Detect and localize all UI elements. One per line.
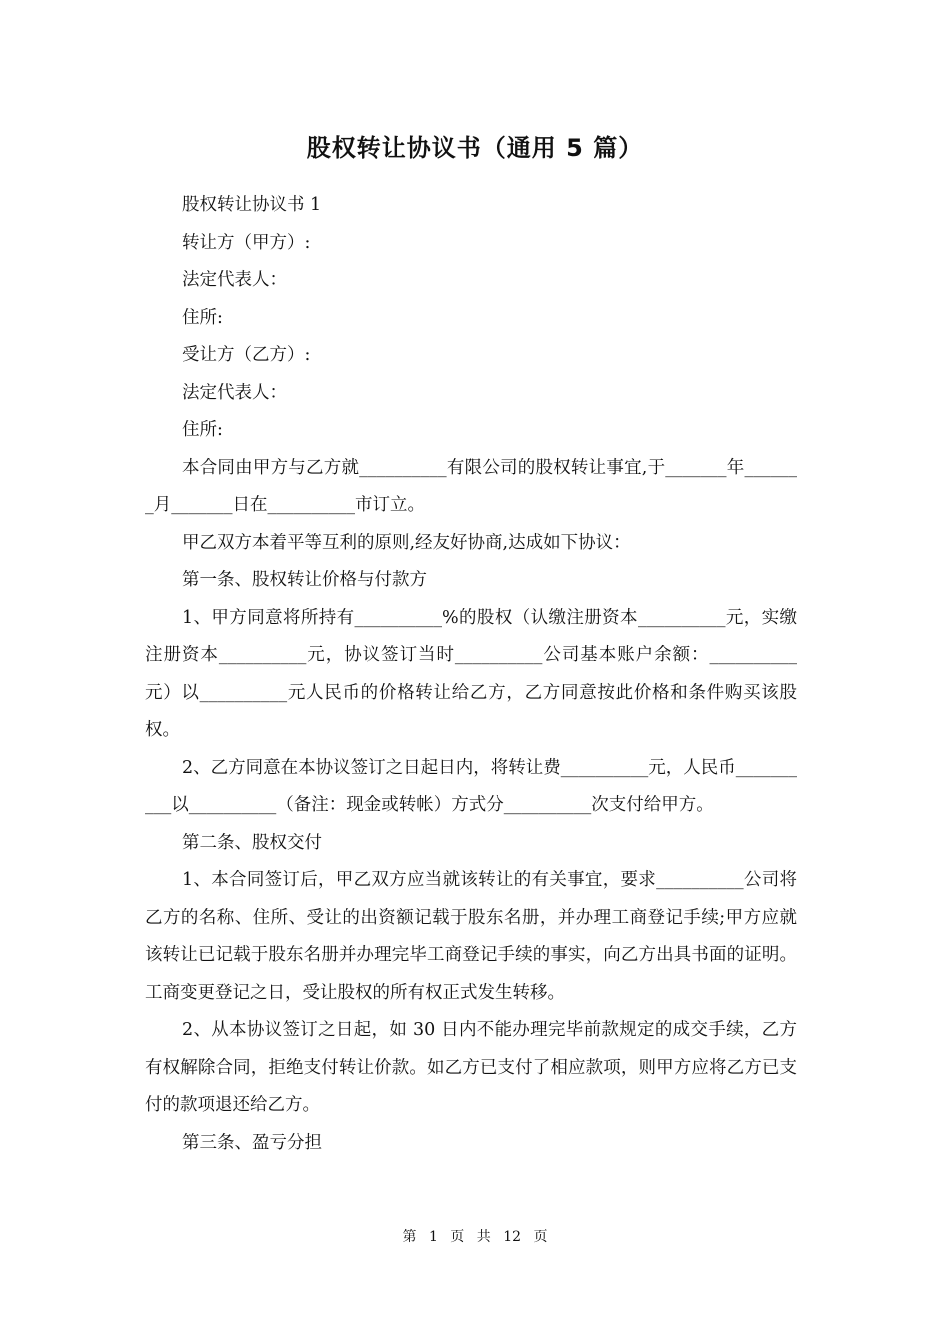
document-body: [145, 187, 797, 1162]
paragraph: 法定代表人：: [182, 270, 287, 290]
paragraph: 甲乙双方本着平等互利的原则,经友好协商,达成如下协议：: [182, 532, 631, 553]
paragraph: 转让方（甲方）:: [182, 232, 311, 253]
paragraph: 法定代表人：: [182, 382, 287, 403]
page-number-footer: 第 1 页 共 12 页: [402, 1229, 548, 1245]
paragraph: 1、本合同签订后，甲乙双方应当就该转让的有关事宜，要求__________公司将乙方的名称、住所、受让的出资额记载于股东名册，并办理工商登记手续;甲方应就该转让已记载于股东名册并办理完毕工商登记手续的事实，向乙方出具书面的证明。工商变更登记之日，受让股权的所有权正式发生转移。: [145, 870, 797, 1003]
paragraph: 2、乙方同意在本协议签订之日起日内，将转让费__________元，人民币__________以__________（备注：现金或转帐）方式分__________次支付给甲方。: [145, 757, 797, 815]
paragraph: 1、甲方同意将所持有__________%的股权（认缴注册资本__________元，实缴注册资本__________元，协议签订当时__________公司基本账户余额：__________元）以__________元人民币的价格转让给乙方，乙方同意按此价格和条件购买该股权。: [145, 607, 797, 740]
paragraph: 股权转让协议书 1: [182, 195, 322, 215]
section-heading: 第二条、股权交付: [182, 832, 322, 853]
paragraph: 住所:: [182, 420, 223, 440]
paragraph: 2、从本协议签订之日起，如 30 日内不能办理完毕前款规定的成交手续，乙方有权解除合同，拒绝支付转让价款。如乙方已支付了相应款项，则甲方应将乙方已支付的款项退还给乙方。: [145, 1020, 797, 1115]
paragraph: 住所:: [182, 307, 223, 328]
paragraph: 本合同由甲方与乙方就__________有限公司的股权转让事宜,于_______年_______月_______日在__________市订立。: [145, 457, 797, 515]
section-heading: 第三条、盈亏分担: [182, 1132, 322, 1153]
document-title: 股权转让协议书（通用 5 篇）: [306, 134, 644, 162]
paragraph: 受让方（乙方）:: [182, 345, 311, 365]
section-heading: 第一条、股权转让价格与付款方: [182, 570, 427, 590]
